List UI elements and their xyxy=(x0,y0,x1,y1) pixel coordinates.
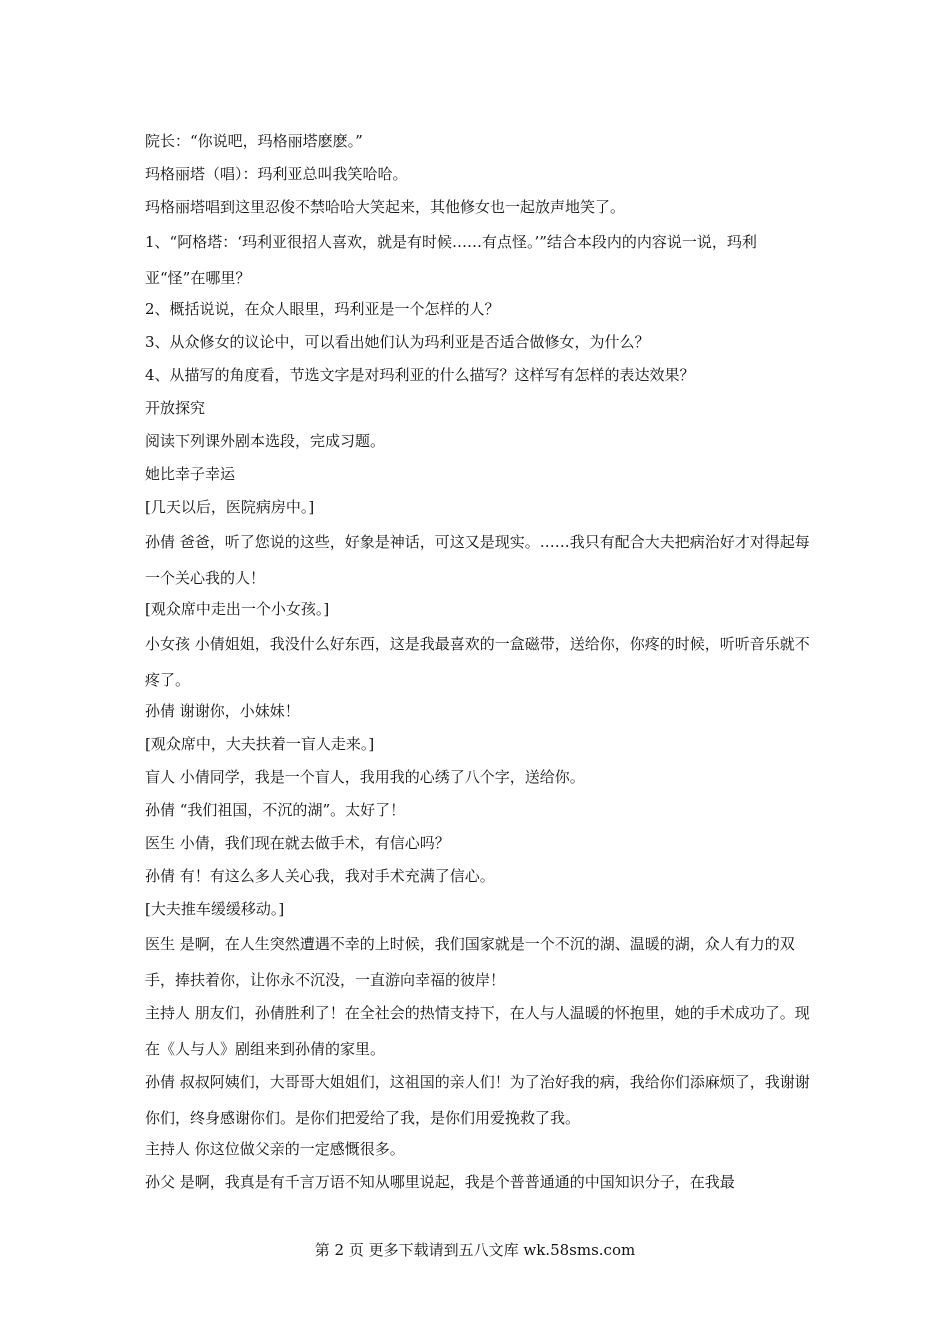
question-4: 4、从描写的角度看，节选文字是对玛利亚的什么描写？这样写有怎样的表达效果？ xyxy=(145,366,695,384)
dialogue-line: 孙倩 爸爸，听了您说的这些，好象是神话，可这又是现实。……我只有配合大夫把病治好才对得起每一个关心我的人！ xyxy=(145,533,810,587)
stage-direction: [观众席中走出一个小女孩。] xyxy=(145,600,330,618)
paragraph: 玛格丽塔唱到这里忍俊不禁哈哈大笑起来，其他修女也一起放声地笑了。 xyxy=(145,198,626,216)
stage-direction: [几天以后，医院病房中。] xyxy=(145,498,315,516)
dialogue-line: 主持人 朋友们，孙倩胜利了！在全社会的热情支持下，在人与人温暖的怀抱里，她的手术成功了。现在《人与人》剧组来到孙倩的家里。 xyxy=(145,1004,810,1058)
instruction: 阅读下列课外剧本选段，完成习题。 xyxy=(145,432,386,450)
question-3: 3、从众修女的议论中，可以看出她们认为玛利亚是否适合做修女，为什么？ xyxy=(145,333,650,351)
document-body xyxy=(145,125,815,1199)
dialogue-line: 孙倩 有！有这么多人关心我，我对手术充满了信心。 xyxy=(145,867,495,885)
dialogue-line: 小女孩 小倩姐姐，我没什么好东西，这是我最喜欢的一盒磁带，送给你，你疼的时候，听听音乐就不疼了。 xyxy=(145,635,810,689)
dialogue-line: 医生 是啊，在人生突然遭遇不幸的上时候，我们国家就是一个不沉的湖、温暖的湖，众人有力的双手，捧扶着你，让你永不沉没，一直游向幸福的彼岸！ xyxy=(145,935,795,989)
section-heading: 开放探究 xyxy=(145,399,206,417)
question-2: 2、概括说说，在众人眼里，玛利亚是一个怎样的人？ xyxy=(145,300,500,318)
dialogue-line: 孙倩 谢谢你，小妹妹！ xyxy=(145,702,300,720)
paragraph: 玛格丽塔（唱）：玛利亚总叫我笑哈哈。 xyxy=(145,165,408,183)
dialogue-line: 医生 小倩，我们现在就去做手术，有信心吗？ xyxy=(145,834,450,852)
script-title: 她比幸子幸运 xyxy=(145,465,236,483)
stage-direction: [观众席中，大夫扶着一盲人走来。] xyxy=(145,735,375,753)
dialogue-line: 孙倩 叔叔阿姨们，大哥哥大姐姐们，这祖国的亲人们！为了治好我的病，我给你们添麻烦了，我谢谢你们，终身感谢你们。是你们把爱给了我，是你们用爱挽救了我。 xyxy=(145,1073,810,1127)
dialogue-line: 孙父 是啊，我真是有千言万语不知从哪里说起，我是个普普通通的中国知识分子，在我最 xyxy=(145,1173,735,1191)
dialogue-line: 盲人 小倩同学，我是一个盲人，我用我的心绣了八个字，送给你。 xyxy=(145,768,585,786)
page-footer: 第 2 页 更多下载请到五八文库 wk.58sms.com xyxy=(314,1241,636,1259)
dialogue-line: 主持人 你这位做父亲的一定感慨很多。 xyxy=(145,1140,405,1158)
question-1: 1、“阿格塔：‘玛利亚很招人喜欢，就是有时候……有点怪。’”结合本段内的内容说一说，玛利亚“怪”在哪里？ xyxy=(145,233,757,287)
stage-direction: [大夫推车缓缓移动。] xyxy=(145,900,285,918)
paragraph: 院长：“你说吧，玛格丽塔麽麽。” xyxy=(145,132,363,150)
dialogue-line: 孙倩 “我们祖国，不沉的湖”。太好了！ xyxy=(145,801,406,819)
